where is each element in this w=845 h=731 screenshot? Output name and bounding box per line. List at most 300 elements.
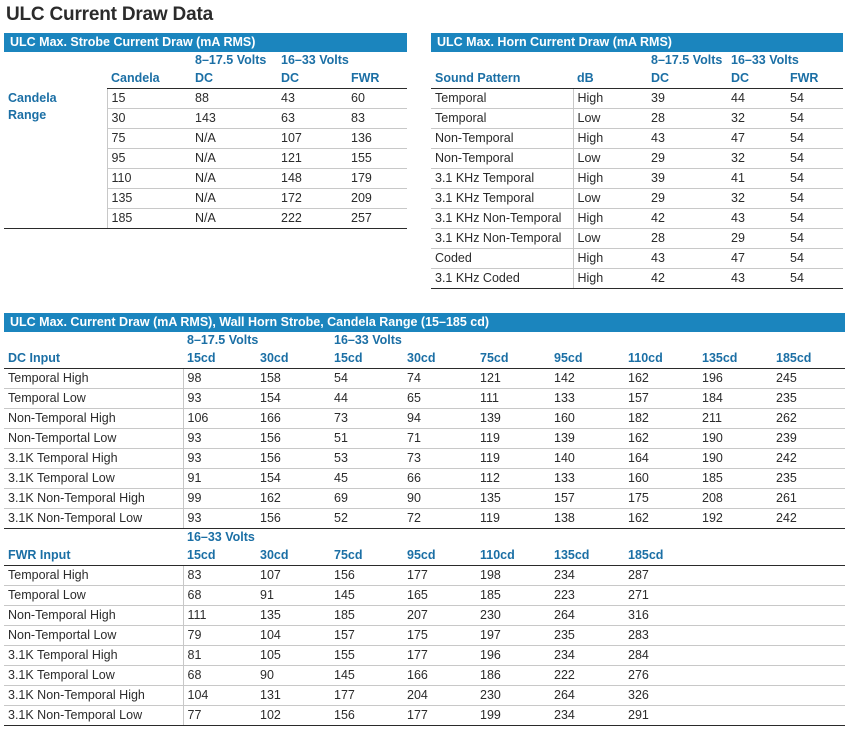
horn-row: [431, 109, 843, 129]
strobe-col-fwr: FWR: [347, 69, 407, 89]
strobe-cell: 15: [107, 89, 191, 109]
wall-fwr-cell: 156: [330, 706, 403, 726]
wall-dc-cell: 3.1K Temporal High: [4, 449, 183, 469]
wall-fwr-cell: 79: [183, 626, 256, 646]
wall-fwr-col-header: 15cd: [183, 546, 256, 566]
wall-dc-cell: 196: [698, 369, 772, 389]
wall-table: [4, 332, 845, 726]
wall-dc-cell: 156: [256, 429, 330, 449]
wall-fwr-cell: Temporal High: [4, 566, 183, 586]
wall-dc-row: [4, 469, 845, 489]
wall-fwr-blank: [698, 586, 772, 606]
strobe-table: [4, 52, 407, 229]
wall-fwr-cell: 155: [330, 646, 403, 666]
wall-dc-cell: 190: [698, 429, 772, 449]
wall-fwr-cell: 102: [256, 706, 330, 726]
horn-cell: High: [573, 129, 647, 149]
wall-fwr-cell: 287: [624, 566, 698, 586]
wall-fwr-cell: 264: [550, 686, 624, 706]
wall-fwr-blank: [698, 566, 772, 586]
horn-cell: 39: [647, 89, 727, 109]
wall-fwr-cell: 68: [183, 666, 256, 686]
strobe-cell: 222: [277, 209, 347, 229]
horn-cell: High: [573, 89, 647, 109]
horn-cell: 32: [727, 189, 786, 209]
wall-fwr-volt-group: 16–33 Volts: [187, 530, 255, 544]
wall-fwr-cell: 185: [330, 606, 403, 626]
wall-fwr-cell: 177: [403, 646, 476, 666]
wall-fwr-cell: 222: [550, 666, 624, 686]
strobe-side-spacer: [4, 209, 107, 229]
horn-col-sound-pattern: Sound Pattern: [431, 69, 573, 89]
wall-fwr-cell: 105: [256, 646, 330, 666]
horn-col-db: dB: [573, 69, 647, 89]
wall-dc-volt-group-low: 8–17.5 Volts: [187, 333, 259, 347]
horn-volt-group-low: 8–17.5 Volts: [651, 53, 723, 67]
wall-fwr-row: [4, 586, 845, 606]
horn-cell: 3.1 KHz Non-Temporal: [431, 229, 573, 249]
wall-dc-cell: 93: [183, 429, 256, 449]
strobe-row: [4, 209, 407, 229]
horn-cell: 42: [647, 209, 727, 229]
wall-dc-cell: 133: [550, 389, 624, 409]
horn-cell: High: [573, 209, 647, 229]
wall-dc-cell: 45: [330, 469, 403, 489]
wall-fwr-header-blank: [772, 546, 845, 566]
wall-fwr-cell: 156: [330, 566, 403, 586]
wall-dc-cell: 162: [624, 369, 698, 389]
strobe-cell: 107: [277, 129, 347, 149]
strobe-cell: 83: [347, 109, 407, 129]
wall-dc-cell: 3.1K Non-Temporal Low: [4, 509, 183, 529]
wall-fwr-cell: 199: [476, 706, 550, 726]
horn-cell: 54: [786, 229, 843, 249]
wall-fwr-cell: 234: [550, 646, 624, 666]
horn-volt-group-high: 16–33 Volts: [731, 53, 799, 67]
wall-fwr-cell: 107: [256, 566, 330, 586]
horn-row: [431, 269, 843, 289]
wall-fwr-cell: 230: [476, 606, 550, 626]
wall-dc-cell: 245: [772, 369, 845, 389]
wall-fwr-blank: [698, 706, 772, 726]
wall-fwr-cell: 264: [550, 606, 624, 626]
horn-cell: 28: [647, 109, 727, 129]
wall-fwr-cell: 145: [330, 666, 403, 686]
wall-dc-cell: 90: [403, 489, 476, 509]
wall-fwr-row: [4, 706, 845, 726]
wall-dc-row: [4, 409, 845, 429]
wall-fwr-volt-row: [4, 529, 845, 547]
wall-fwr-row: [4, 566, 845, 586]
wall-fwr-cell: 135: [256, 606, 330, 626]
horn-cell: 54: [786, 269, 843, 289]
wall-dc-cell: 135: [476, 489, 550, 509]
wall-dc-cell: 235: [772, 469, 845, 489]
wall-fwr-cell: 166: [403, 666, 476, 686]
strobe-cell: N/A: [191, 209, 277, 229]
wall-fwr-cell: 90: [256, 666, 330, 686]
wall-dc-cell: 185: [698, 469, 772, 489]
horn-cell: 29: [647, 149, 727, 169]
strobe-cell: N/A: [191, 169, 277, 189]
horn-cell: 43: [727, 209, 786, 229]
strobe-table-block: [4, 33, 407, 229]
horn-row: [431, 189, 843, 209]
wall-dc-cell: 142: [550, 369, 624, 389]
wall-fwr-cell: Non-Temporal High: [4, 606, 183, 626]
wall-dc-volt-group-high: 16–33 Volts: [334, 333, 402, 347]
wall-fwr-cell: 104: [183, 686, 256, 706]
wall-fwr-cell: Non-Temportal Low: [4, 626, 183, 646]
wall-dc-col-header: DC Input: [4, 349, 183, 369]
horn-cell: 43: [647, 249, 727, 269]
wall-fwr-cell: 177: [403, 566, 476, 586]
wall-dc-cell: 157: [550, 489, 624, 509]
wall-dc-row: [4, 429, 845, 449]
wall-dc-cell: 239: [772, 429, 845, 449]
strobe-cell: 143: [191, 109, 277, 129]
wall-fwr-cell: 234: [550, 566, 624, 586]
wall-fwr-cell: 271: [624, 586, 698, 606]
wall-fwr-blank: [772, 606, 845, 626]
wall-dc-row: [4, 489, 845, 509]
wall-dc-col-header: 30cd: [403, 349, 476, 369]
horn-table: [431, 52, 843, 289]
candela-range-label: [4, 89, 107, 129]
wall-dc-cell: 160: [624, 469, 698, 489]
horn-cell: 3.1 KHz Coded: [431, 269, 573, 289]
horn-cell: 29: [727, 229, 786, 249]
wall-dc-cell: 156: [256, 509, 330, 529]
horn-cell: 32: [727, 149, 786, 169]
wall-dc-cell: 69: [330, 489, 403, 509]
wall-dc-col-header: 75cd: [476, 349, 550, 369]
wall-dc-cell: 235: [772, 389, 845, 409]
wall-dc-cell: 74: [403, 369, 476, 389]
horn-cell: 43: [647, 129, 727, 149]
candela-range-label-line2: Range: [8, 107, 47, 122]
horn-cell: 3.1 KHz Non-Temporal: [431, 209, 573, 229]
horn-cell: Low: [573, 109, 647, 129]
wall-fwr-col-header: 110cd: [476, 546, 550, 566]
horn-row: [431, 209, 843, 229]
wall-fwr-cell: 230: [476, 686, 550, 706]
horn-cell: Temporal: [431, 109, 573, 129]
wall-dc-cell: 53: [330, 449, 403, 469]
wall-fwr-cell: 185: [476, 586, 550, 606]
wall-fwr-cell: 177: [330, 686, 403, 706]
wall-dc-row: [4, 449, 845, 469]
wall-dc-cell: 54: [330, 369, 403, 389]
wall-fwr-cell: 83: [183, 566, 256, 586]
wall-dc-cell: 121: [476, 369, 550, 389]
wall-dc-cell: 262: [772, 409, 845, 429]
horn-cell: High: [573, 269, 647, 289]
wall-fwr-blank: [698, 686, 772, 706]
wall-dc-cell: 192: [698, 509, 772, 529]
wall-dc-cell: 119: [476, 509, 550, 529]
strobe-cell: 172: [277, 189, 347, 209]
wall-dc-cell: 208: [698, 489, 772, 509]
strobe-volt-group-low: 8–17.5 Volts: [195, 53, 267, 67]
wall-table-header: ULC Max. Current Draw (mA RMS), Wall Horn Strobe, Candela Range (15–185 cd): [4, 313, 845, 332]
wall-fwr-header-blank: [698, 546, 772, 566]
horn-col-fwr: FWR: [786, 69, 843, 89]
wall-dc-cell: 190: [698, 449, 772, 469]
wall-fwr-cell: 283: [624, 626, 698, 646]
strobe-cell: 121: [277, 149, 347, 169]
wall-dc-cell: 139: [550, 429, 624, 449]
horn-row: [431, 249, 843, 269]
horn-cell: Low: [573, 229, 647, 249]
strobe-col-dc-high: DC: [277, 69, 347, 89]
horn-cell: Low: [573, 189, 647, 209]
horn-cell: Temporal: [431, 89, 573, 109]
horn-cell: 47: [727, 249, 786, 269]
wall-fwr-col-header: 185cd: [624, 546, 698, 566]
wall-dc-row: [4, 389, 845, 409]
strobe-cell: 179: [347, 169, 407, 189]
wall-fwr-cell: 131: [256, 686, 330, 706]
horn-cell: Low: [573, 149, 647, 169]
wall-fwr-cell: 3.1K Non-Temporal Low: [4, 706, 183, 726]
wall-dc-cell: 140: [550, 449, 624, 469]
wall-fwr-cell: 196: [476, 646, 550, 666]
horn-cell: 54: [786, 249, 843, 269]
strobe-cell: 88: [191, 89, 277, 109]
strobe-col-candela: Candela: [107, 69, 191, 89]
wall-fwr-cell: 145: [330, 586, 403, 606]
wall-dc-cell: 211: [698, 409, 772, 429]
wall-dc-cell: 106: [183, 409, 256, 429]
wall-dc-cell: 164: [624, 449, 698, 469]
wall-fwr-cell: 235: [550, 626, 624, 646]
wall-dc-cell: Temporal Low: [4, 389, 183, 409]
horn-cell: 29: [647, 189, 727, 209]
wall-dc-cell: 138: [550, 509, 624, 529]
wall-fwr-cell: 326: [624, 686, 698, 706]
strobe-cell: 136: [347, 129, 407, 149]
horn-cell: 42: [647, 269, 727, 289]
wall-dc-col-header: 110cd: [624, 349, 698, 369]
strobe-side-spacer: [4, 129, 107, 149]
wall-fwr-blank: [698, 646, 772, 666]
strobe-table-header: ULC Max. Strobe Current Draw (mA RMS): [4, 33, 407, 52]
strobe-col-dc-low: DC: [191, 69, 277, 89]
wall-fwr-cell: 68: [183, 586, 256, 606]
horn-row: [431, 149, 843, 169]
wall-dc-col-header: 15cd: [183, 349, 256, 369]
wall-dc-cell: 156: [256, 449, 330, 469]
wall-fwr-cell: 234: [550, 706, 624, 726]
wall-dc-cell: 3.1K Temporal Low: [4, 469, 183, 489]
wall-dc-cell: 93: [183, 449, 256, 469]
wall-table-block: [4, 313, 845, 726]
wall-fwr-cell: 284: [624, 646, 698, 666]
wall-fwr-col-header: 75cd: [330, 546, 403, 566]
wall-fwr-cell: 77: [183, 706, 256, 726]
strobe-cell: 135: [107, 189, 191, 209]
wall-dc-cell: 72: [403, 509, 476, 529]
horn-cell: 54: [786, 169, 843, 189]
wall-fwr-cell: 223: [550, 586, 624, 606]
wall-fwr-cell: 198: [476, 566, 550, 586]
wall-fwr-row: [4, 626, 845, 646]
horn-row: [431, 129, 843, 149]
wall-fwr-blank: [698, 626, 772, 646]
wall-dc-cell: 71: [403, 429, 476, 449]
wall-fwr-cell: Temporal Low: [4, 586, 183, 606]
wall-fwr-blank: [772, 666, 845, 686]
wall-fwr-blank: [772, 566, 845, 586]
wall-fwr-col-header: 30cd: [256, 546, 330, 566]
wall-dc-cell: Non-Temportal Low: [4, 429, 183, 449]
strobe-cell: 30: [107, 109, 191, 129]
wall-dc-cell: 157: [624, 389, 698, 409]
horn-cell: High: [573, 249, 647, 269]
horn-col-dc-high: DC: [727, 69, 786, 89]
strobe-side-spacer: [4, 149, 107, 169]
wall-fwr-row: [4, 666, 845, 686]
wall-dc-cell: 242: [772, 509, 845, 529]
wall-fwr-blank: [772, 646, 845, 666]
wall-fwr-blank: [772, 626, 845, 646]
wall-fwr-blank: [698, 606, 772, 626]
wall-dc-col-header: 135cd: [698, 349, 772, 369]
horn-cell: Coded: [431, 249, 573, 269]
page-title: ULC Current Draw Data: [6, 4, 213, 25]
wall-dc-cell: 111: [476, 389, 550, 409]
wall-fwr-cell: 111: [183, 606, 256, 626]
horn-cell: 54: [786, 129, 843, 149]
wall-dc-cell: 93: [183, 389, 256, 409]
strobe-cell: 75: [107, 129, 191, 149]
wall-dc-cell: 184: [698, 389, 772, 409]
wall-dc-cell: 112: [476, 469, 550, 489]
wall-fwr-cell: 81: [183, 646, 256, 666]
wall-dc-cell: 139: [476, 409, 550, 429]
wall-fwr-cell: 91: [256, 586, 330, 606]
horn-cell: 28: [647, 229, 727, 249]
strobe-cell: 155: [347, 149, 407, 169]
strobe-side-spacer: [4, 169, 107, 189]
wall-dc-cell: 51: [330, 429, 403, 449]
horn-cell: 3.1 KHz Temporal: [431, 169, 573, 189]
wall-dc-cell: 154: [256, 389, 330, 409]
wall-dc-cell: 119: [476, 449, 550, 469]
horn-row: [431, 89, 843, 109]
horn-cell: 54: [786, 89, 843, 109]
wall-fwr-col-header: 95cd: [403, 546, 476, 566]
wall-fwr-col-header: 135cd: [550, 546, 624, 566]
horn-cell: 47: [727, 129, 786, 149]
horn-table-header: ULC Max. Horn Current Draw (mA RMS): [431, 33, 843, 52]
horn-row: [431, 169, 843, 189]
wall-fwr-header-row: [4, 546, 845, 566]
wall-fwr-cell: 197: [476, 626, 550, 646]
strobe-cell: N/A: [191, 189, 277, 209]
horn-cell: 54: [786, 109, 843, 129]
wall-fwr-blank: [772, 586, 845, 606]
wall-dc-cell: 73: [330, 409, 403, 429]
strobe-row: [4, 149, 407, 169]
wall-dc-cell: 162: [624, 509, 698, 529]
wall-fwr-blank: [772, 706, 845, 726]
wall-fwr-cell: 3.1K Non-Temporal High: [4, 686, 183, 706]
wall-dc-cell: 242: [772, 449, 845, 469]
strobe-cell: 185: [107, 209, 191, 229]
strobe-cell: 148: [277, 169, 347, 189]
strobe-row: [4, 169, 407, 189]
wall-dc-cell: 65: [403, 389, 476, 409]
wall-dc-cell: 261: [772, 489, 845, 509]
wall-fwr-cell: 177: [403, 706, 476, 726]
wall-fwr-cell: 3.1K Temporal High: [4, 646, 183, 666]
horn-cell: 39: [647, 169, 727, 189]
strobe-cell: 60: [347, 89, 407, 109]
strobe-cell: N/A: [191, 149, 277, 169]
candela-range-label-line1: Candela: [8, 90, 57, 105]
wall-fwr-cell: 165: [403, 586, 476, 606]
strobe-row: [4, 89, 407, 109]
wall-fwr-col-header: FWR Input: [4, 546, 183, 566]
wall-dc-cell: 94: [403, 409, 476, 429]
wall-dc-row: [4, 509, 845, 529]
strobe-volt-group-high: 16–33 Volts: [281, 53, 349, 67]
wall-dc-cell: 166: [256, 409, 330, 429]
wall-dc-col-header: 30cd: [256, 349, 330, 369]
strobe-cell: 209: [347, 189, 407, 209]
wall-dc-cell: Temporal High: [4, 369, 183, 389]
wall-dc-cell: 162: [624, 429, 698, 449]
strobe-cell: 63: [277, 109, 347, 129]
wall-fwr-row: [4, 646, 845, 666]
horn-cell: 3.1 KHz Temporal: [431, 189, 573, 209]
wall-dc-cell: 162: [256, 489, 330, 509]
horn-cell: 41: [727, 169, 786, 189]
horn-cell: 44: [727, 89, 786, 109]
strobe-cell: 110: [107, 169, 191, 189]
wall-dc-col-header: 15cd: [330, 349, 403, 369]
strobe-cell: 95: [107, 149, 191, 169]
wall-fwr-blank: [698, 666, 772, 686]
horn-cell: Non-Temporal: [431, 129, 573, 149]
wall-fwr-cell: 157: [330, 626, 403, 646]
wall-dc-cell: 3.1K Non-Temporal High: [4, 489, 183, 509]
wall-fwr-blank: [772, 686, 845, 706]
horn-table-block: [431, 33, 843, 289]
wall-dc-cell: 119: [476, 429, 550, 449]
horn-cell: Non-Temporal: [431, 149, 573, 169]
wall-dc-cell: 99: [183, 489, 256, 509]
wall-dc-cell: 133: [550, 469, 624, 489]
wall-dc-cell: 66: [403, 469, 476, 489]
strobe-cell: 257: [347, 209, 407, 229]
wall-dc-cell: 52: [330, 509, 403, 529]
wall-dc-cell: 154: [256, 469, 330, 489]
wall-fwr-volt-spacer: [4, 529, 183, 547]
horn-cell: 54: [786, 149, 843, 169]
wall-dc-cell: 73: [403, 449, 476, 469]
wall-dc-row: [4, 369, 845, 389]
horn-cell: 54: [786, 189, 843, 209]
wall-dc-cell: 175: [624, 489, 698, 509]
wall-fwr-cell: 316: [624, 606, 698, 626]
wall-dc-cell: 98: [183, 369, 256, 389]
wall-fwr-cell: 175: [403, 626, 476, 646]
wall-fwr-cell: 186: [476, 666, 550, 686]
wall-fwr-cell: 276: [624, 666, 698, 686]
